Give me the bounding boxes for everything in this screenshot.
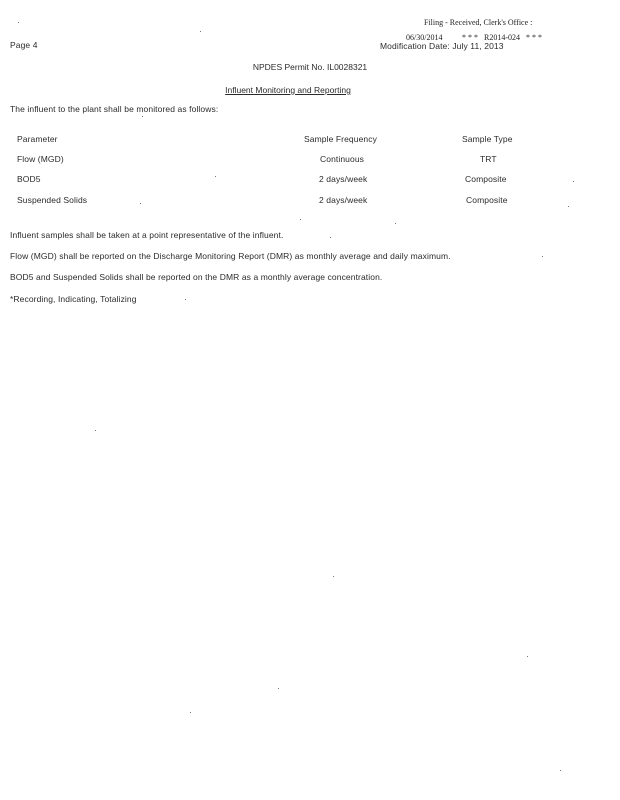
scan-speck	[560, 770, 561, 771]
scan-speck	[568, 206, 569, 207]
row-1-type: TRT	[480, 154, 497, 164]
scan-speck	[278, 688, 279, 689]
permit-title: NPDES Permit No. IL0028321	[252, 62, 368, 72]
scan-speck	[542, 256, 543, 257]
scan-speck	[142, 116, 143, 117]
scan-speck	[190, 712, 191, 713]
scan-speck	[333, 576, 334, 577]
scan-speck	[395, 223, 396, 224]
note-influent-samples: Influent samples shall be taken at a point representative of the influent.	[10, 230, 284, 240]
scan-speck	[215, 176, 216, 177]
scan-speck	[527, 656, 528, 657]
note-bod-reporting: BOD5 and Suspended Solids shall be reported on the DMR as a monthly average concentration.	[10, 272, 383, 282]
scan-speck	[573, 181, 574, 182]
scan-speck	[300, 219, 301, 220]
clerk-stamp-line: Filing - Received, Clerk's Office :	[424, 18, 533, 27]
scan-speck	[330, 237, 331, 238]
stamp-stars-left: * * *	[462, 33, 478, 42]
modification-date	[380, 41, 504, 51]
stamp-date: 06/30/2014	[406, 33, 443, 42]
scan-speck	[95, 430, 96, 431]
stamp-stars-right: * * *	[526, 33, 542, 42]
modification-label: Modification Date:	[380, 41, 450, 51]
col-header-frequency: Sample Frequency	[304, 134, 377, 144]
row-3-type: Composite	[466, 195, 508, 205]
modification-value: July 11, 2013	[452, 41, 504, 51]
note-recording-footnote: *Recording, Indicating, Totalizing	[10, 294, 137, 304]
stamp-docket: R2014-024	[484, 33, 520, 42]
col-header-parameter: Parameter	[17, 134, 58, 144]
row-2-type: Composite	[465, 174, 507, 184]
section-title: Influent Monitoring and Reporting	[225, 85, 351, 95]
row-1-parameter: Flow (MGD)	[17, 154, 64, 164]
note-flow-reporting: Flow (MGD) shall be reported on the Discharge Monitoring Report (DMR) as monthly average and daily maximum.	[10, 251, 451, 261]
scan-speck	[18, 22, 19, 23]
scan-speck	[185, 299, 186, 300]
row-3-parameter: Suspended Solids	[17, 195, 88, 205]
page-number: Page 4	[10, 40, 38, 50]
col-header-type: Sample Type	[462, 134, 513, 144]
scan-speck	[200, 31, 201, 32]
row-2-frequency: 2 days/week	[319, 174, 368, 184]
row-1-frequency: Continuous	[320, 154, 365, 164]
scan-speck	[140, 203, 141, 204]
intro-text: The influent to the plant shall be monitored as follows:	[10, 104, 219, 114]
row-2-parameter: BOD5	[17, 174, 41, 184]
row-3-frequency: 2 days/week	[319, 195, 368, 205]
